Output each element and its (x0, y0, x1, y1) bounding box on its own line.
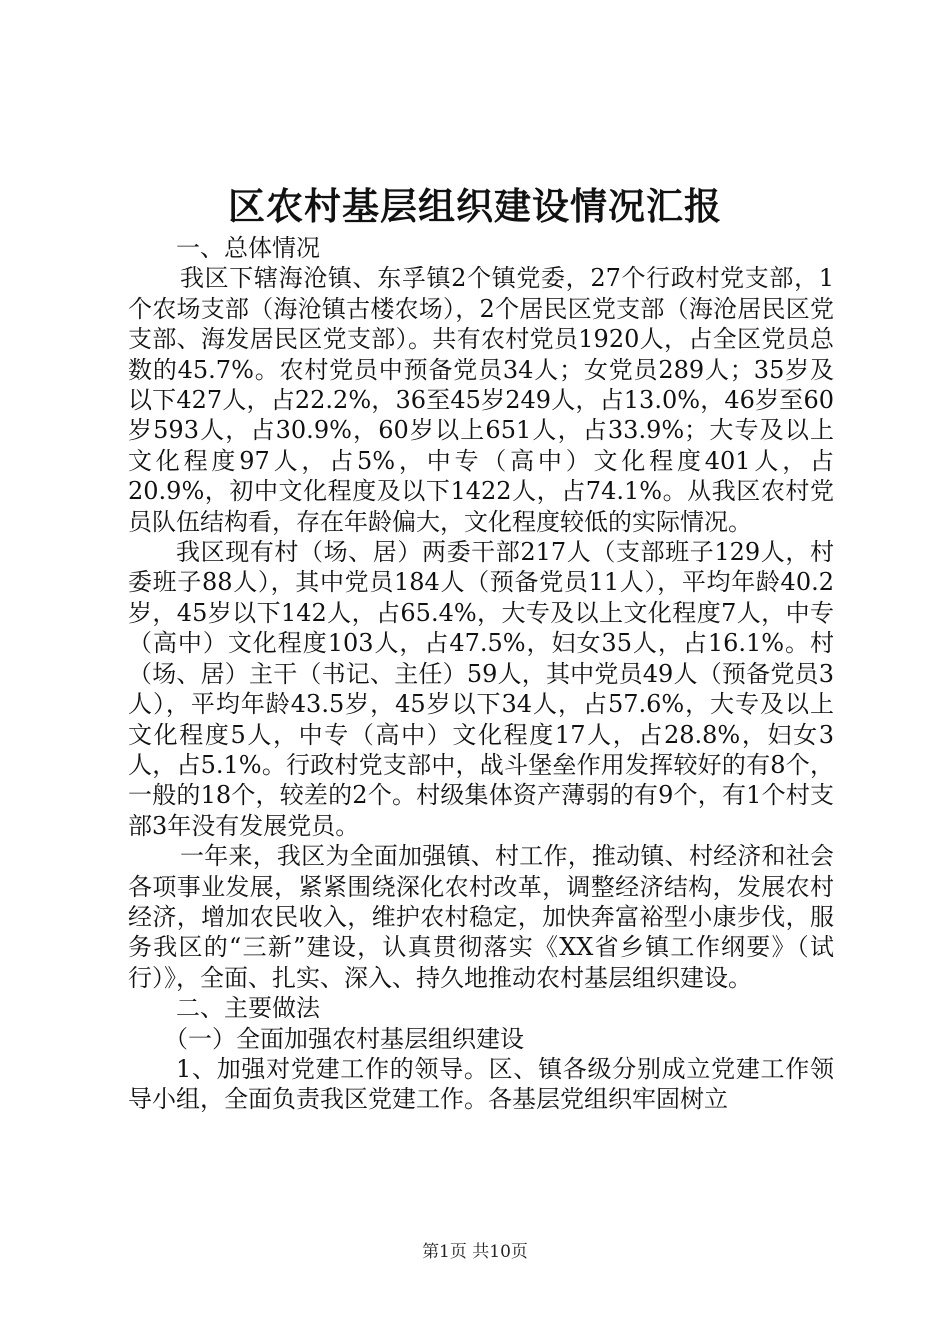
document-title: 区农村基层组织建设情况汇报 (228, 184, 722, 228)
section-heading-practices: 二、主要做法 (176, 994, 320, 1023)
subsection-heading-strengthen: （一）全面加强农村基层组织建设 (164, 1024, 524, 1053)
paragraph-annual-work: 一年来，我区为全面加强镇、村工作，推动镇、村经济和社会各项事业发展，紧紧围绕深化农村改革，调整经济结构，发展农村经济，增加农民收入，维护农村稳定，加快奔富裕型小康步伐，服务我区的“三新”建设，认真贯彻落实《XX省乡镇工作纲要》（试行）》，全面、扎实、深入、持久地推动农村基层组织建设。 (128, 842, 834, 992)
paragraph-leadership: 1、加强对党建工作的领导。区、镇各级分别成立党建工作领导小组，全面负责我区党建工作。各基层党组织牢固树立 (128, 1054, 834, 1114)
paragraph-village-cadres: 我区现有村（场、居）两委干部217人（支部班子129人，村委班子88人），其中党员184人（预备党员11人），平均年龄40.2岁，45岁以下142人，占65.4%，大专及以上文化程度7人，中专（高中）文化程度103人，占47.5%，妇女35人，占16.1%。村（场、居）主干（书记、主任）59人，其中党员49人（预备党员3人），平均年龄43.5岁，45岁以下34人，占57.6%，大专及以上文化程度5人，中专（高中）文化程度17人，占28.8%，妇女3人，占5.1%。行政村党支部中，战斗堡垒作用发挥较好的有8个，一般的18个，较差的2个。村级集体资产薄弱的有9个，有1个村支部3年没有发展党员。 (128, 538, 834, 840)
paragraph-party-members: 我区下辖海沧镇、东孚镇2个镇党委，27个行政村党支部，1个农场支部（海沧镇古楼农场），2个居民区党支部（海沧居民区党支部、海发居民区党支部）。共有农村党员1920人，占全区党员总数的45.7%。农村党员中预备党员34人；女党员289人；35岁及以下427人，占22.2%，36至45岁249人，占13.0%，46岁至60岁593人，占30.9%，60岁以上651人，占33.9%；大专及以上文化程度97人，占5%，中专（高中）文化程度401人，占20.9%，初中文化程度及以下1422人，占74.1%。从我区农村党员队伍结构看，存在年龄偏大，文化程度较低的实际情况。 (128, 264, 834, 536)
document-body (128, 233, 834, 1115)
section-heading-overview: 一、总体情况 (176, 234, 320, 262)
page-number: 第1页 共10页 (422, 1242, 528, 1262)
